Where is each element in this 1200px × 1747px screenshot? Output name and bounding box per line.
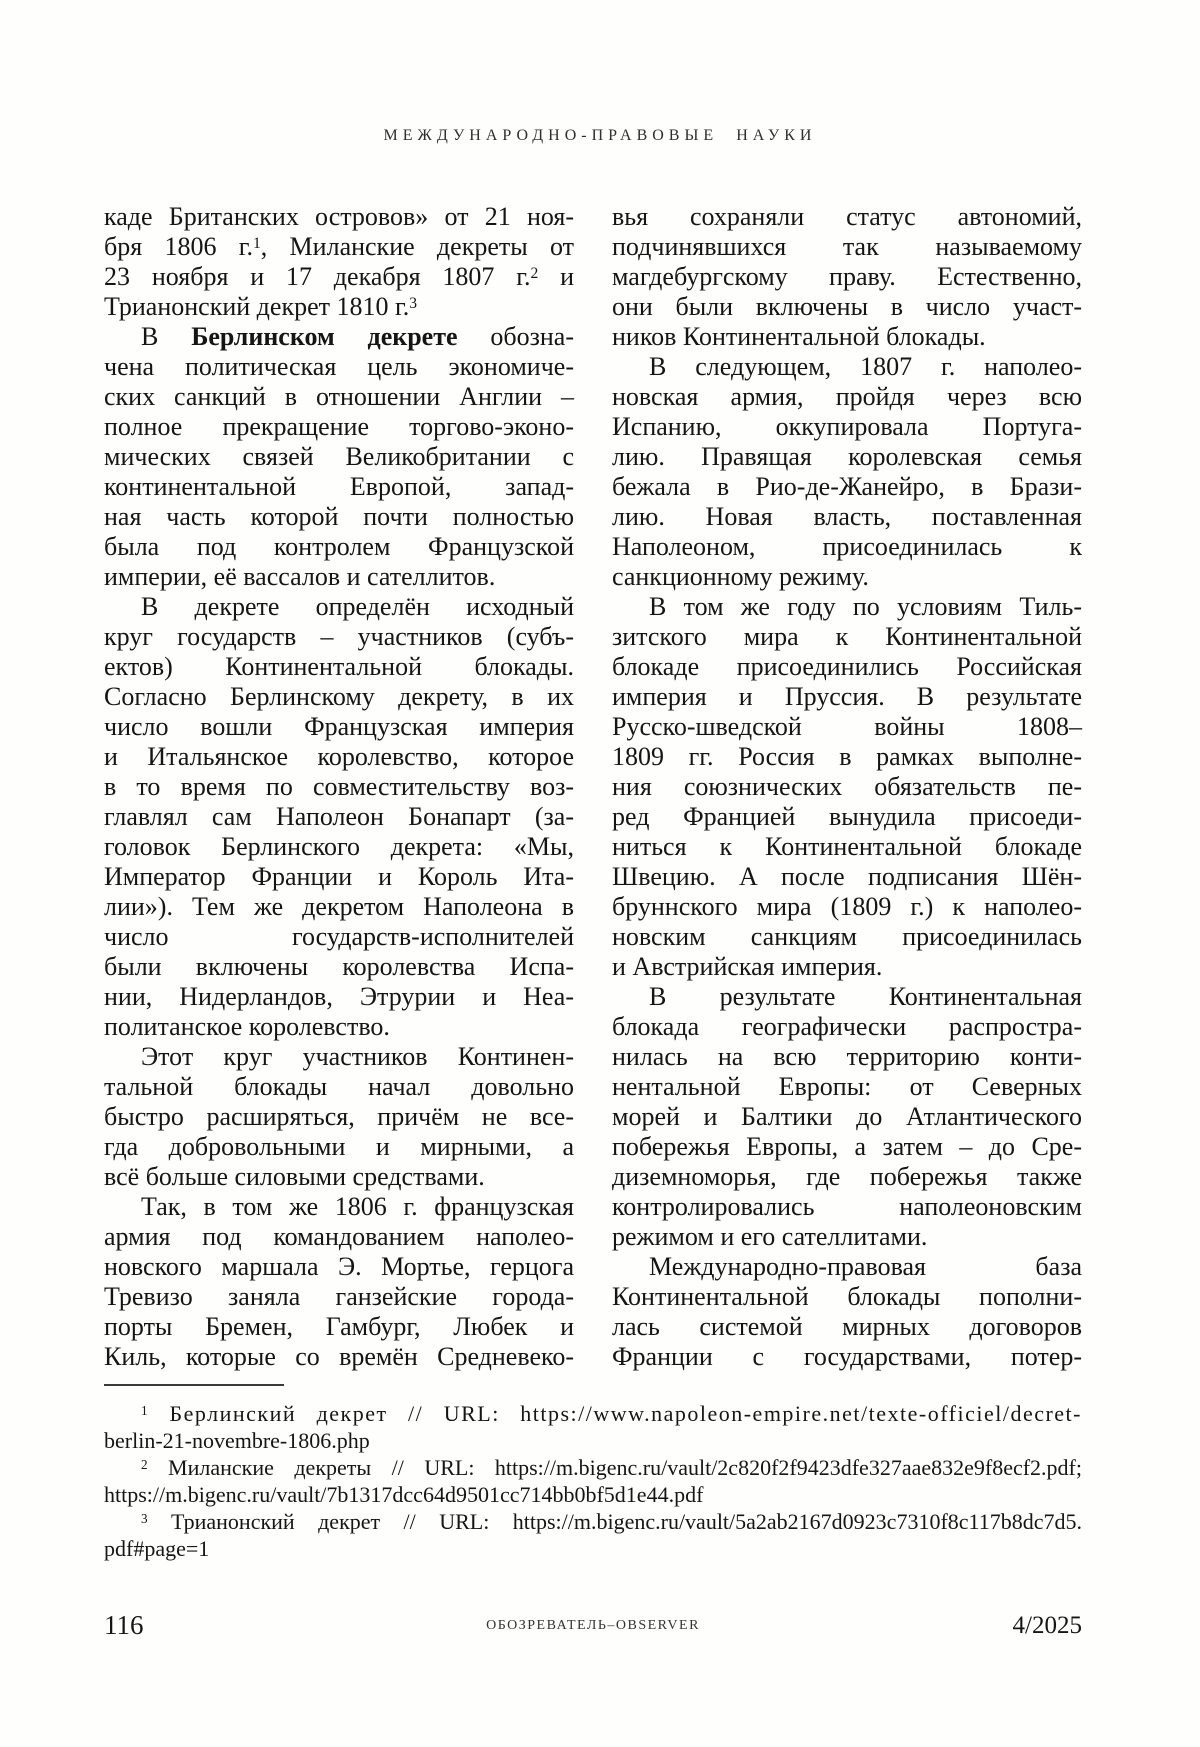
footnote	[104, 1508, 1082, 1562]
text-line: ред Францией вынудила присоеди-	[612, 802, 1082, 831]
text-line: новского маршала Э. Мортье, герцога	[104, 1252, 574, 1281]
text-line: Киль, которые со времён Средневеко-	[104, 1342, 574, 1371]
text-line: континентальной Европой, запад-	[104, 472, 574, 501]
text-line: бря 1806 г.$^1$, Миланские декреты от	[104, 232, 574, 261]
text-line: лию. Правящая королевская семья	[612, 442, 1082, 471]
text-line: Франции с государствами, потер-	[612, 1342, 1082, 1371]
text-line: Этот круг участников Континен-	[141, 1042, 574, 1071]
text-line: всё больше силовыми средствами.	[104, 1162, 485, 1191]
text-line: в то время по совместительству воз-	[104, 772, 574, 801]
text-line: головок Берлинского декрета: «Мы,	[104, 832, 574, 861]
text-line: морей и Балтики до Атлантического	[612, 1102, 1082, 1131]
text-line: диземноморья, где побережья также	[612, 1162, 1082, 1191]
footnote-divider	[104, 1384, 284, 1386]
text-line: круг государств – участников (субъ-	[104, 622, 574, 651]
text-line: ниться к Континентальной блокаде	[612, 832, 1082, 861]
text-line: нентальной Европы: от Северных	[612, 1072, 1082, 1101]
text-line: магдебургскому праву. Естественно,	[612, 262, 1082, 291]
text-line: ских санкций в отношении Англии –	[104, 382, 574, 411]
text-line: были включены королевства Испа-	[104, 952, 574, 981]
text-line: контролировались наполеоновским	[612, 1192, 1082, 1221]
text-line: ная часть которой почти полностью	[104, 502, 574, 531]
text-line: $^2$ Миланские декреты // URL: https://m.bigenc.ru/vault/2c820f2f9423dfe327aae832e9f8ecf2.pdf;	[141, 1455, 1082, 1480]
text-line: вья сохраняли статус автономий,	[612, 202, 1082, 231]
text-line: империя и Пруссия. В результате	[612, 682, 1082, 711]
text-column-right	[612, 202, 1082, 1372]
text-line: $^3$ Трианонский декрет // URL: https://m.bigenc.ru/vault/5a2ab2167d0923c7310f8c117b8dc7d5.	[141, 1509, 1082, 1534]
text-column-left	[104, 202, 574, 1372]
text-line: Наполеоном, присоединилась к	[612, 532, 1082, 561]
section-rubric: МЕЖДУНАРОДНО-ПРАВОВЫЕ НАУКИ	[383, 127, 817, 144]
text-line: политанское королевство.	[104, 1012, 390, 1041]
text-line: Император Франции и Король Ита-	[104, 862, 574, 891]
page-number: 116	[104, 1610, 144, 1640]
text-line: Русско-шведской войны 1808–	[612, 712, 1082, 741]
footnote	[104, 1400, 1082, 1454]
text-line: подчинявшихся так называемому	[612, 232, 1082, 261]
text-line: Испанию, оккупировала Португа-	[612, 412, 1082, 441]
text-line: блокада географически распростра-	[612, 1012, 1082, 1041]
text-line: санкционному режиму.	[612, 562, 869, 591]
text-line: была под контролем Французской	[104, 532, 574, 561]
text-line: Континентальной блокады пополни-	[612, 1282, 1082, 1311]
text-line: В декрете определён исходный	[141, 592, 574, 621]
text-line: полное прекращение торгово-эконо-	[104, 412, 574, 441]
text-line: каде Британских островов» от 21 ноя-	[104, 202, 574, 231]
text-line: блокаде присоединились Российская	[612, 652, 1082, 681]
text-line: лии»). Тем же декретом Наполеона в	[104, 892, 574, 921]
text-line: Согласно Берлинскому декрету, в их	[104, 682, 574, 711]
text-line: нии, Нидерландов, Этрурии и Неа-	[104, 982, 574, 1011]
text-line: 23 ноября и 17 декабря 1807 г.$^2$ и	[104, 262, 574, 291]
text-line: ния союзнических обязательств пе-	[612, 772, 1082, 801]
text-line: Трианонский декрет 1810 г.$^3$	[104, 292, 418, 321]
footnote-ref: 3	[409, 294, 418, 312]
text-line: Тревизо заняла ганзейские города-	[104, 1282, 574, 1311]
text-line: лию. Новая власть, поставленная	[612, 502, 1082, 531]
text-line: В Берлинском декрете обозна-	[141, 322, 574, 351]
footnote	[104, 1454, 1082, 1508]
text-line: Швецию. А после подписания Шён-	[612, 862, 1082, 891]
text-line: pdf#page=1	[104, 1536, 210, 1561]
bold-term: Берлинском декрете	[191, 322, 458, 351]
text-line: В следующем, 1807 г. наполео-	[649, 352, 1082, 381]
text-line: Так, в том же 1806 г. французская	[141, 1192, 574, 1221]
text-line: число вошли Французская империя	[104, 712, 574, 741]
text-line: порты Бремен, Гамбург, Любек и	[104, 1312, 574, 1341]
footnote-ref: 1	[141, 1403, 150, 1419]
footnote-ref: 2	[530, 264, 539, 282]
text-line: побережья Европы, а затем – до Сре-	[612, 1132, 1082, 1161]
text-line: В результате Континентальная	[649, 982, 1082, 1011]
text-line: мических связей Великобритании с	[104, 442, 574, 471]
text-line: гда добровольными и мирными, а	[104, 1132, 574, 1161]
text-line: ектов) Континентальной блокады.	[104, 652, 574, 681]
text-line: зитского мира к Континентальной	[612, 622, 1082, 651]
text-line: новским санкциям присоединилась	[612, 922, 1082, 951]
article-body	[104, 202, 1082, 1372]
footnote-ref: 1	[252, 234, 261, 252]
text-line: и Австрийская империя.	[612, 952, 883, 981]
text-line: В том же году по условиям Тиль-	[649, 592, 1082, 621]
text-line: бруннского мира (1809 г.) к наполео-	[612, 892, 1082, 921]
text-line: Международно-правовая база	[649, 1252, 1082, 1281]
text-line: https://m.bigenc.ru/vault/7b1317dcc64d9501cc714bb0bf5d1e44.pdf	[104, 1482, 704, 1507]
text-line: нилась на всю территорию конти-	[612, 1042, 1082, 1071]
text-line: $^1$ Берлинский декрет // URL: https://www.napoleon-empire.net/texte-officiel/decret-	[141, 1401, 1082, 1426]
text-line: новская армия, пройдя через всю	[612, 382, 1082, 411]
text-line: бежала в Рио-де-Жанейро, в Брази-	[612, 472, 1082, 501]
text-line: число государств-исполнителей	[104, 922, 574, 951]
text-line: berlin-21-novembre-1806.php	[104, 1428, 370, 1453]
text-line: быстро расширяться, причём не все-	[104, 1102, 574, 1131]
text-line: главлял сам Наполеон Бонапарт (за-	[104, 802, 574, 831]
text-line: империи, её вассалов и сателлитов.	[104, 562, 496, 591]
footnote-ref: 3	[141, 1511, 148, 1527]
text-line: они были включены в число участ-	[612, 292, 1082, 321]
text-line: тальной блокады начал довольно	[104, 1072, 574, 1101]
journal-name: ОБОЗРЕВАТЕЛЬ–OBSERVER	[486, 1618, 700, 1633]
text-line: лась системой мирных договоров	[612, 1312, 1082, 1341]
footnote-ref: 2	[141, 1457, 148, 1473]
text-line: режимом и его сателлитами.	[612, 1222, 928, 1251]
text-line: чена политическая цель экономиче-	[104, 352, 574, 381]
text-line: 1809 гг. Россия в рамках выполне-	[612, 742, 1082, 771]
page-footer	[104, 1610, 1082, 1646]
text-line: и Итальянское королевство, которое	[104, 742, 574, 771]
issue-number: 4/2025	[1012, 1612, 1082, 1639]
text-line: ников Континентальной блокады.	[612, 322, 986, 351]
text-line: армия под командованием наполео-	[104, 1222, 574, 1251]
footnotes-block	[104, 1400, 1082, 1562]
